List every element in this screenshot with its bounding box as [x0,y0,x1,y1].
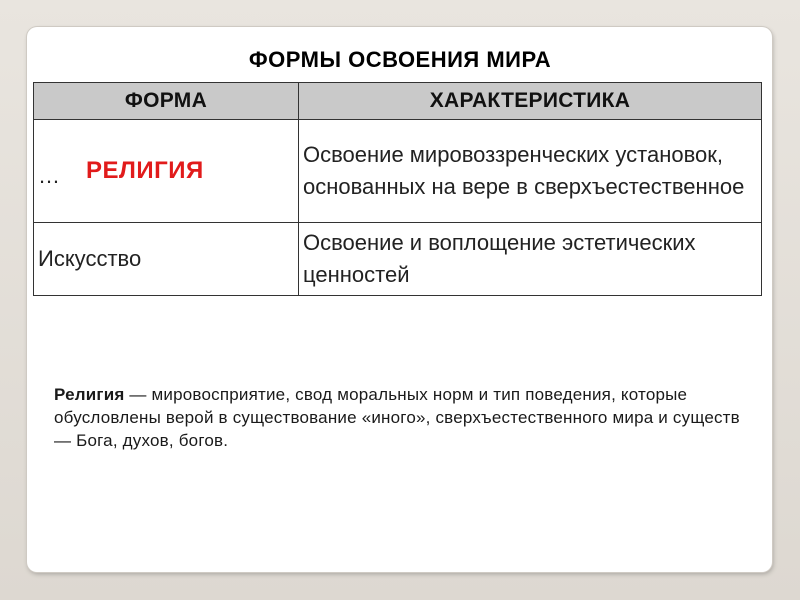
form-religion-label: РЕЛИГИЯ [86,157,204,184]
table-row [34,223,762,296]
form-text: Искусство [38,246,142,271]
header-form: ФОРМА [34,83,299,120]
definition-term: Религия [54,385,125,404]
characteristic-text: Освоение мировоззренческих установок, основанных на вере в сверхъестественное [303,142,745,199]
forms-table [33,82,762,296]
definition-paragraph [54,383,754,452]
table-row [34,120,762,223]
header-characteristic: ХАРАКТЕРИСТИКА [299,83,762,120]
characteristic-cell [299,120,762,223]
form-cell [34,223,299,296]
slide-title: ФОРМЫ ОСВОЕНИЯ МИРА [248,47,552,72]
form-cell [34,120,299,223]
table-header-row [34,83,762,120]
characteristic-text: Освоение и воплощение эстетических ценностей [303,230,696,287]
form-ellipsis: … [38,163,60,188]
definition-text: — мировосприятие, свод моральных норм и тип поведения, которые обусловлены верой в существование «иного», сверхъестественного мира и существ — Бога, духов, богов. [54,385,740,450]
characteristic-cell [299,223,762,296]
